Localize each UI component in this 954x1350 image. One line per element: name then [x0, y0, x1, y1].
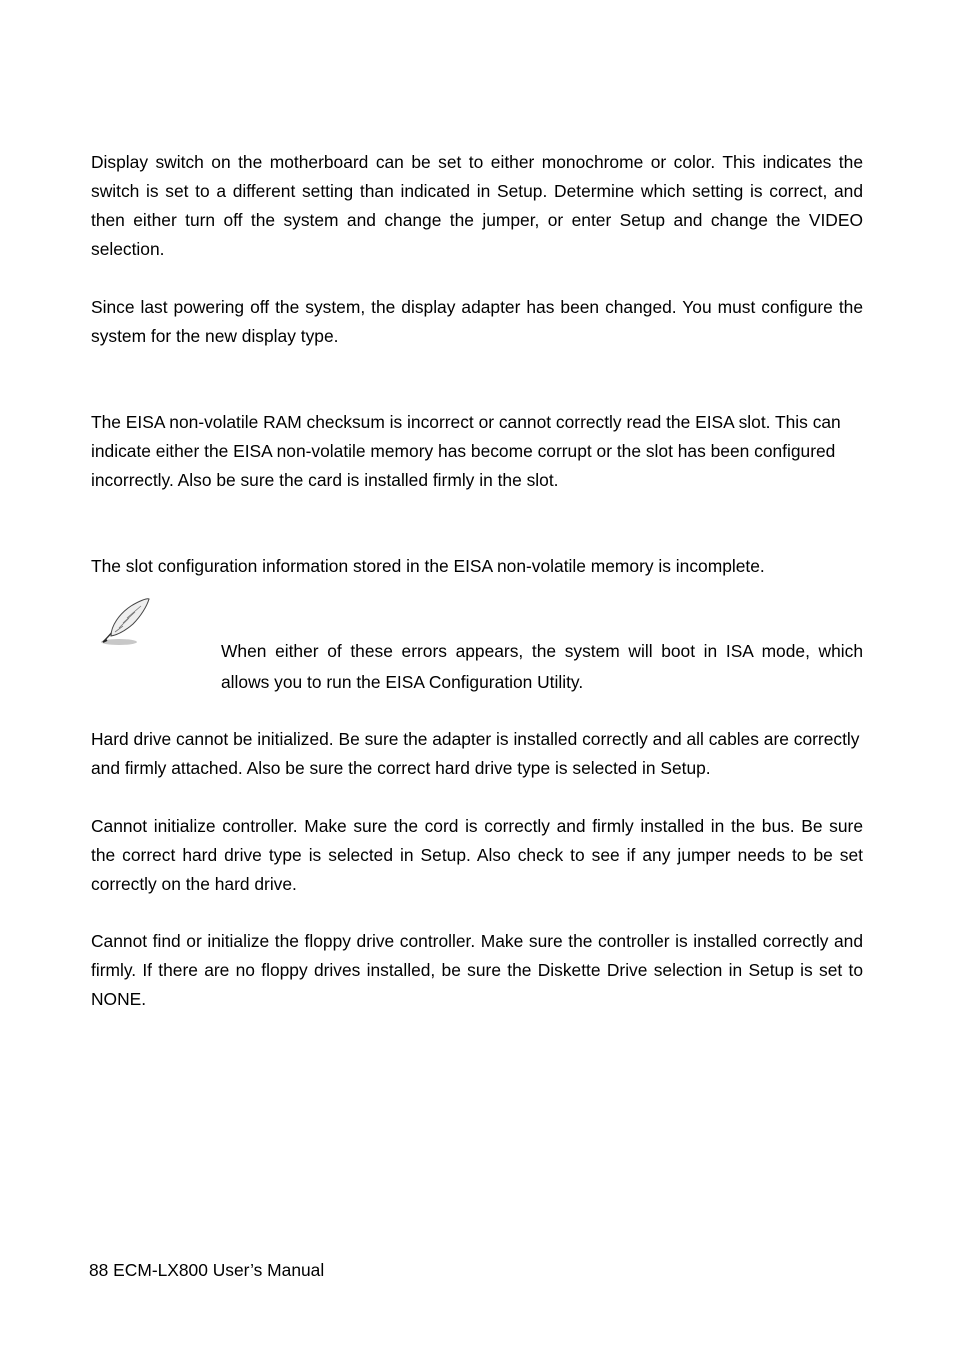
- quill-feather-icon: [97, 596, 153, 648]
- paragraph-controller: Cannot initialize controller. Make sure the cord is correctly and firmly installed in the bus. Be sure the correct hard drive type is selected in Setup. Also check to see if any jumper needs to be set correctly on the hard drive.: [91, 816, 863, 894]
- paragraph-hard-drive: Hard drive cannot be initialized. Be sure the adapter is installed correctly and all cables are correctly and firmly attached. Also be sure the correct hard drive type is selected in Setup.: [91, 729, 860, 778]
- paragraph-eisa-checksum: The EISA non-volatile RAM checksum is incorrect or cannot correctly read the EISA slot. This can indicate either the EISA non-volatile memory has become corrupt or the slot has been configured incorrectly. Also be sure the card is installed firmly in the slot.: [91, 412, 841, 490]
- note-text: When either of these errors appears, the system will boot in ISA mode, which allows you to run the EISA Configuration Utility.: [221, 641, 863, 692]
- page-footer: 88 ECM-LX800 User’s Manual: [89, 1260, 325, 1280]
- paragraph-display-switch: Display switch on the motherboard can be set to either monochrome or color. This indicates the switch is set to a different setting than indicated in Setup. Determine which setting is correct, and then either turn off the system and change the jumper, or enter Setup and change the VIDEO selection.: [91, 152, 863, 259]
- paragraph-floppy: Cannot find or initialize the floppy drive controller. Make sure the controller is installed correctly and firmly. If there are no floppy drives installed, be sure the Diskette Drive selection in Setup is set to NONE.: [91, 931, 863, 1009]
- paragraph-eisa-incomplete: The slot configuration information stored in the EISA non-volatile memory is incomplete.: [91, 556, 765, 576]
- paragraph-adapter-changed: Since last powering off the system, the display adapter has been changed. You must configure the system for the new display type.: [91, 297, 863, 346]
